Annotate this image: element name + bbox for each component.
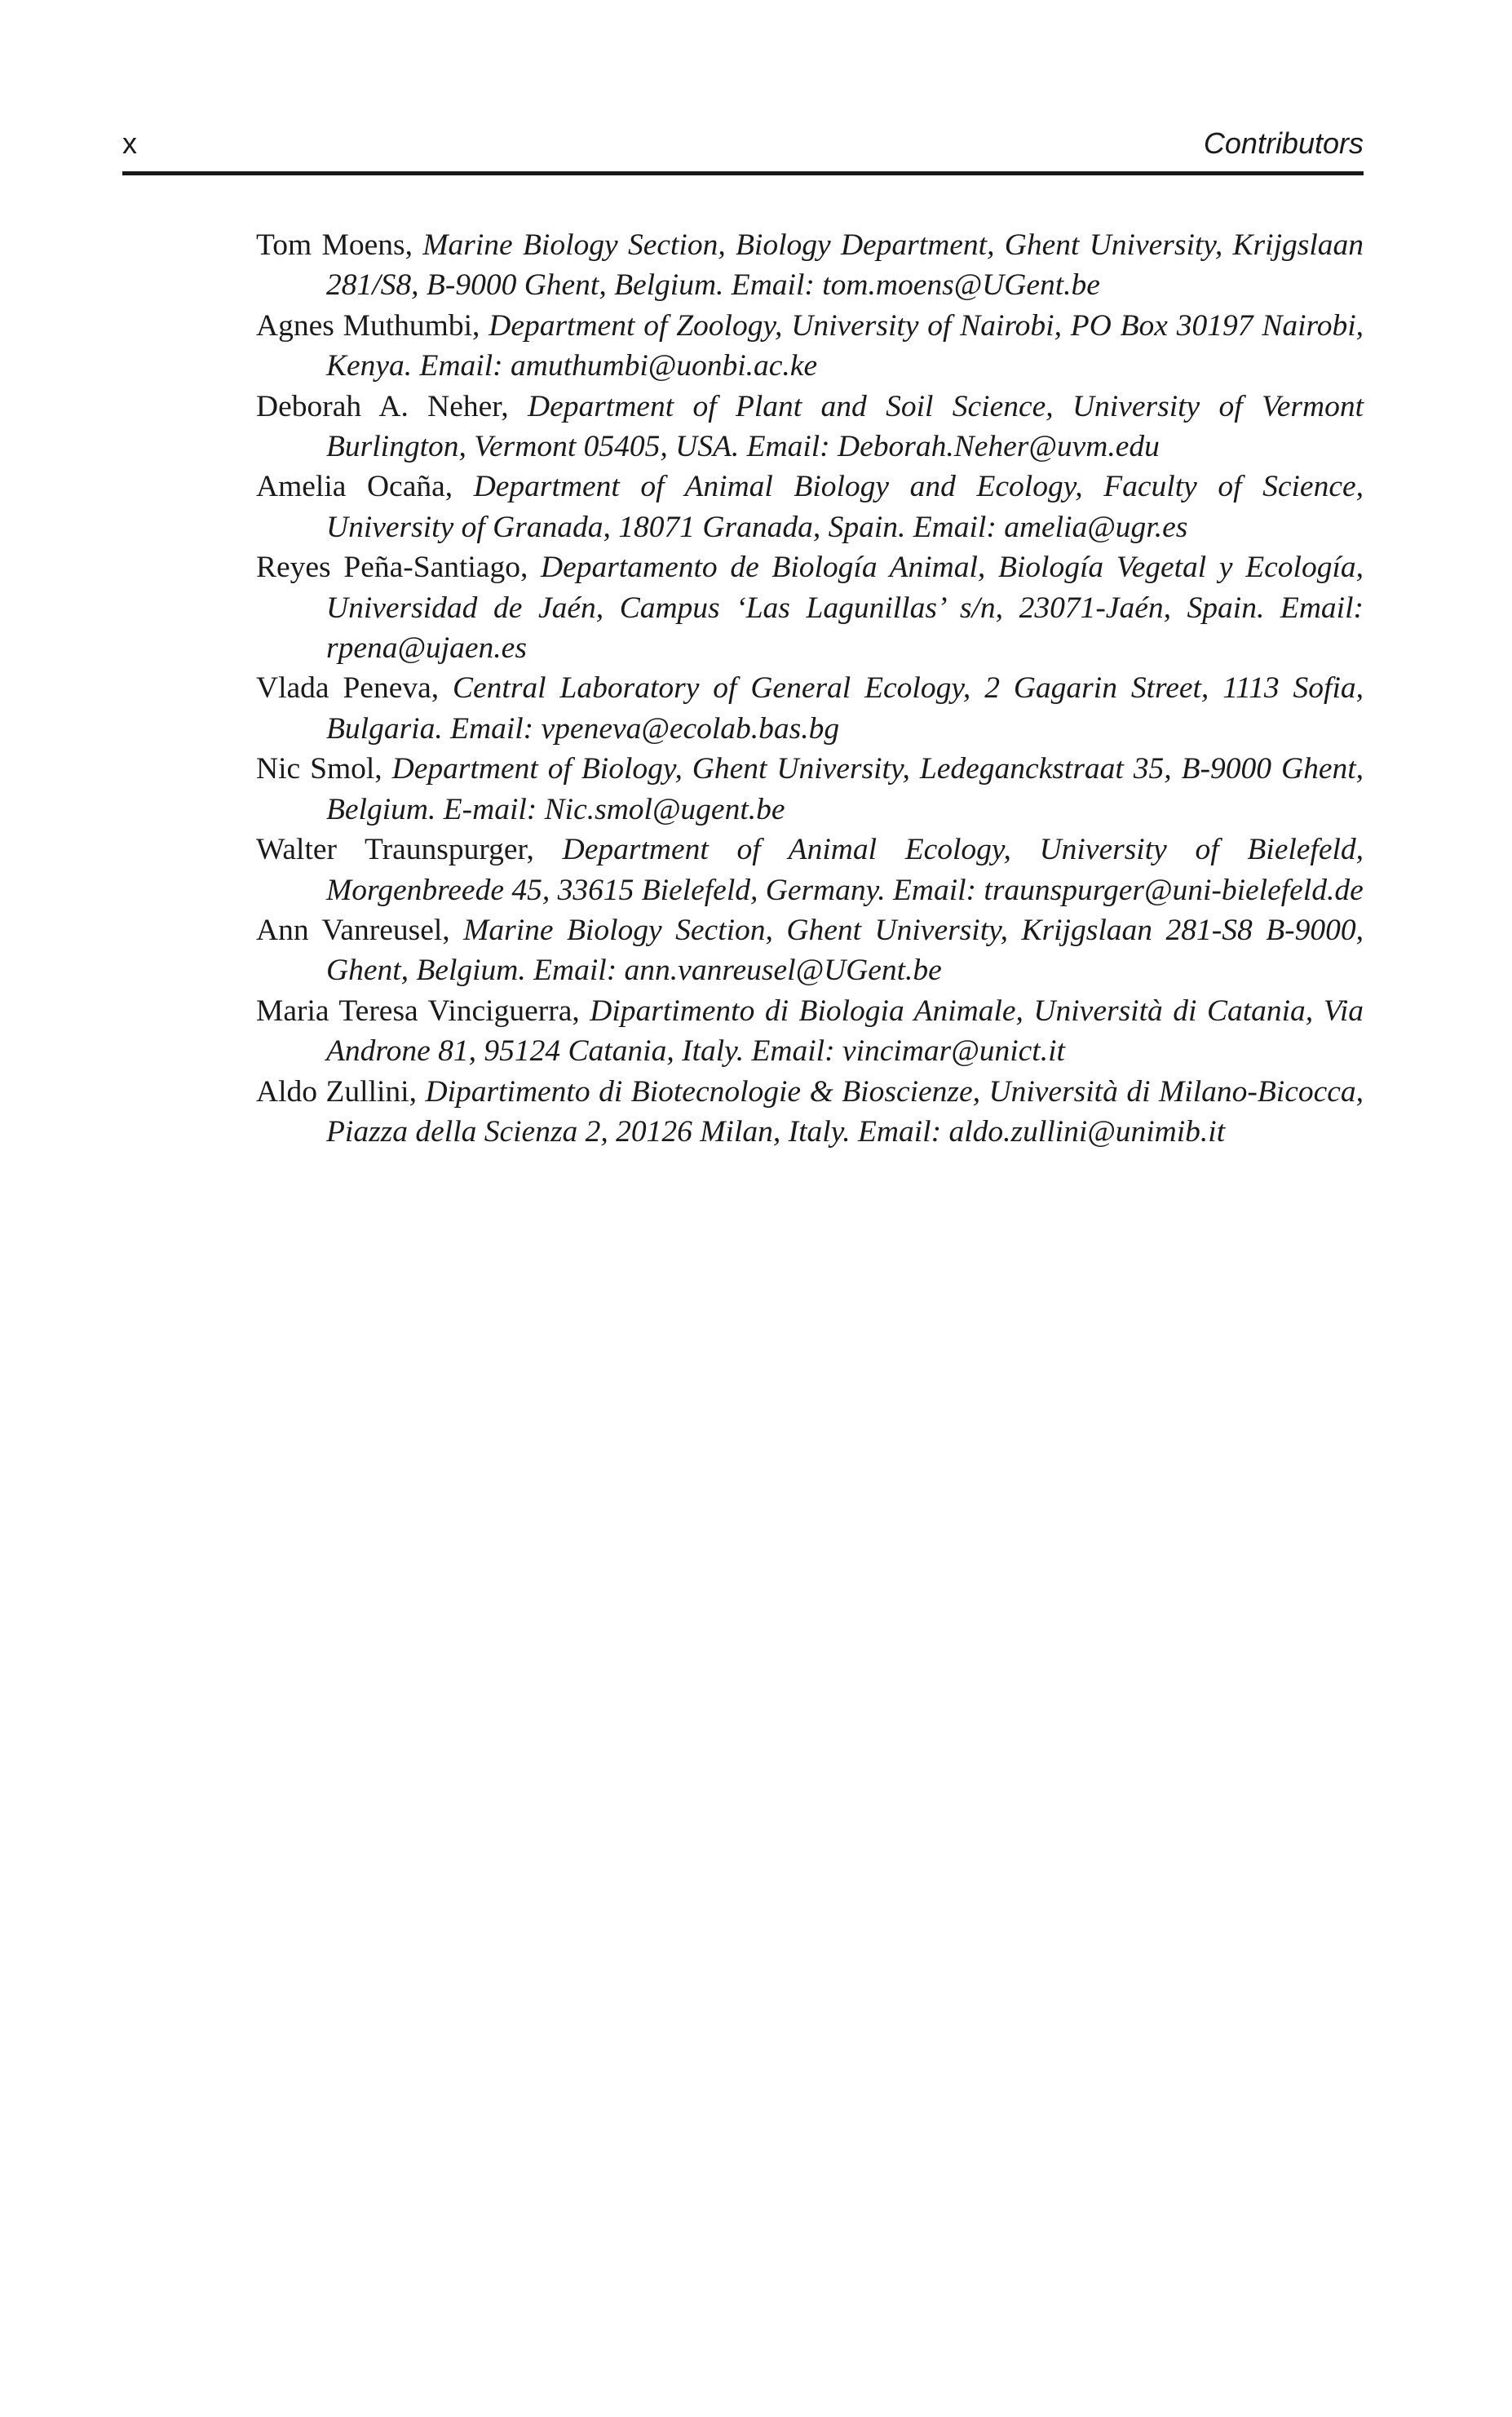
contributor-affiliation: Department of Animal Biology and Ecology, Faculty of Science, University of Granada, 18071 Granada, Spain. Email: amelia@ugr.es [326,470,1364,544]
contributor-entry [256,306,1364,387]
contributor-entry [256,830,1364,910]
contributor-entry [256,668,1364,749]
contributor-name: Agnes Muthumbi, [256,308,480,343]
contributor-affiliation: Department of Zoology, University of Nairobi, PO Box 30197 Nairobi, Kenya. Email: amuthumbi@uonbi.ac.ke [326,308,1364,383]
contributor-name: Aldo Zullini, [256,1074,417,1109]
contributor-name: Maria Teresa Vinciguerra, [256,994,580,1028]
contributor-name: Tom Moens, [256,228,413,262]
contributor-list [256,225,1364,1152]
contributor-name: Vlada Peneva, [256,671,440,706]
running-header [122,122,1364,175]
section-title: Contributors [1203,126,1364,160]
contributor-affiliation: Department of Plant and Soil Science, University of Vermont Burlington, Vermont 05405, USA. Email: Deborah.Neher@uvm.edu [326,389,1364,464]
contributor-name: Walter Traunspurger, [256,833,534,867]
contributor-affiliation: Marine Biology Section, Ghent University, Krijgslaan 281-S8 B-9000, Ghent, Belgium. Email: ann.vanreusel@UGent.be [326,913,1364,988]
contributor-entry [256,910,1364,991]
contributor-entry [256,547,1364,668]
contributor-affiliation: Marine Biology Section, Biology Department, Ghent University, Krijgslaan 281/S8, B-9000 Ghent, Belgium. Email: tom.moens@UGent.be [326,228,1364,303]
page-number: x [122,126,137,160]
contributor-entry [256,991,1364,1072]
contributor-entry [256,749,1364,830]
contributor-entry [256,387,1364,467]
contributor-affiliation: Dipartimento di Biologia Animale, Università di Catania, Via Androne 81, 95124 Catania, Italy. Email: vincimar@unict.it [326,994,1364,1069]
contributor-name: Deborah A. Neher, [256,389,509,423]
contributor-entry [256,1072,1364,1153]
contributor-affiliation: Departamento de Biología Animal, Biología Vegetal y Ecología, Universidad de Jaén, Campus ‘Las Lagunillas’ s/n, 23071-Jaén, Spain. Email: rpena@ujaen.es [326,551,1364,666]
contributor-affiliation: Department of Animal Ecology, University of Bielefeld, Morgenbreede 45, 33615 Bielefeld, Germany. Email: traunspurger@uni-bielefeld.de [326,833,1364,907]
contributor-affiliation: Central Laboratory of General Ecology, 2 Gagarin Street, 1113 Sofia, Bulgaria. Email: vpeneva@ecolab.bas.bg [326,671,1364,746]
contributor-name: Amelia Ocaña, [256,470,453,504]
contributor-name: Reyes Peña-Santiago, [256,551,528,585]
contributor-name: Ann Vanreusel, [256,913,450,947]
contributor-entry [256,225,1364,306]
contributor-affiliation: Department of Biology, Ghent University, Ledeganckstraat 35, B-9000 Ghent, Belgium. E-mail: Nic.smol@ugent.be [326,752,1364,826]
contributor-entry [256,467,1364,547]
contributor-name: Nic Smol, [256,752,382,786]
contributor-affiliation: Dipartimento di Biotecnologie & Bioscienze, Università di Milano-Bicocca, Piazza della Scienza 2, 20126 Milan, Italy. Email: aldo.zullini@unimib.it [326,1074,1364,1149]
